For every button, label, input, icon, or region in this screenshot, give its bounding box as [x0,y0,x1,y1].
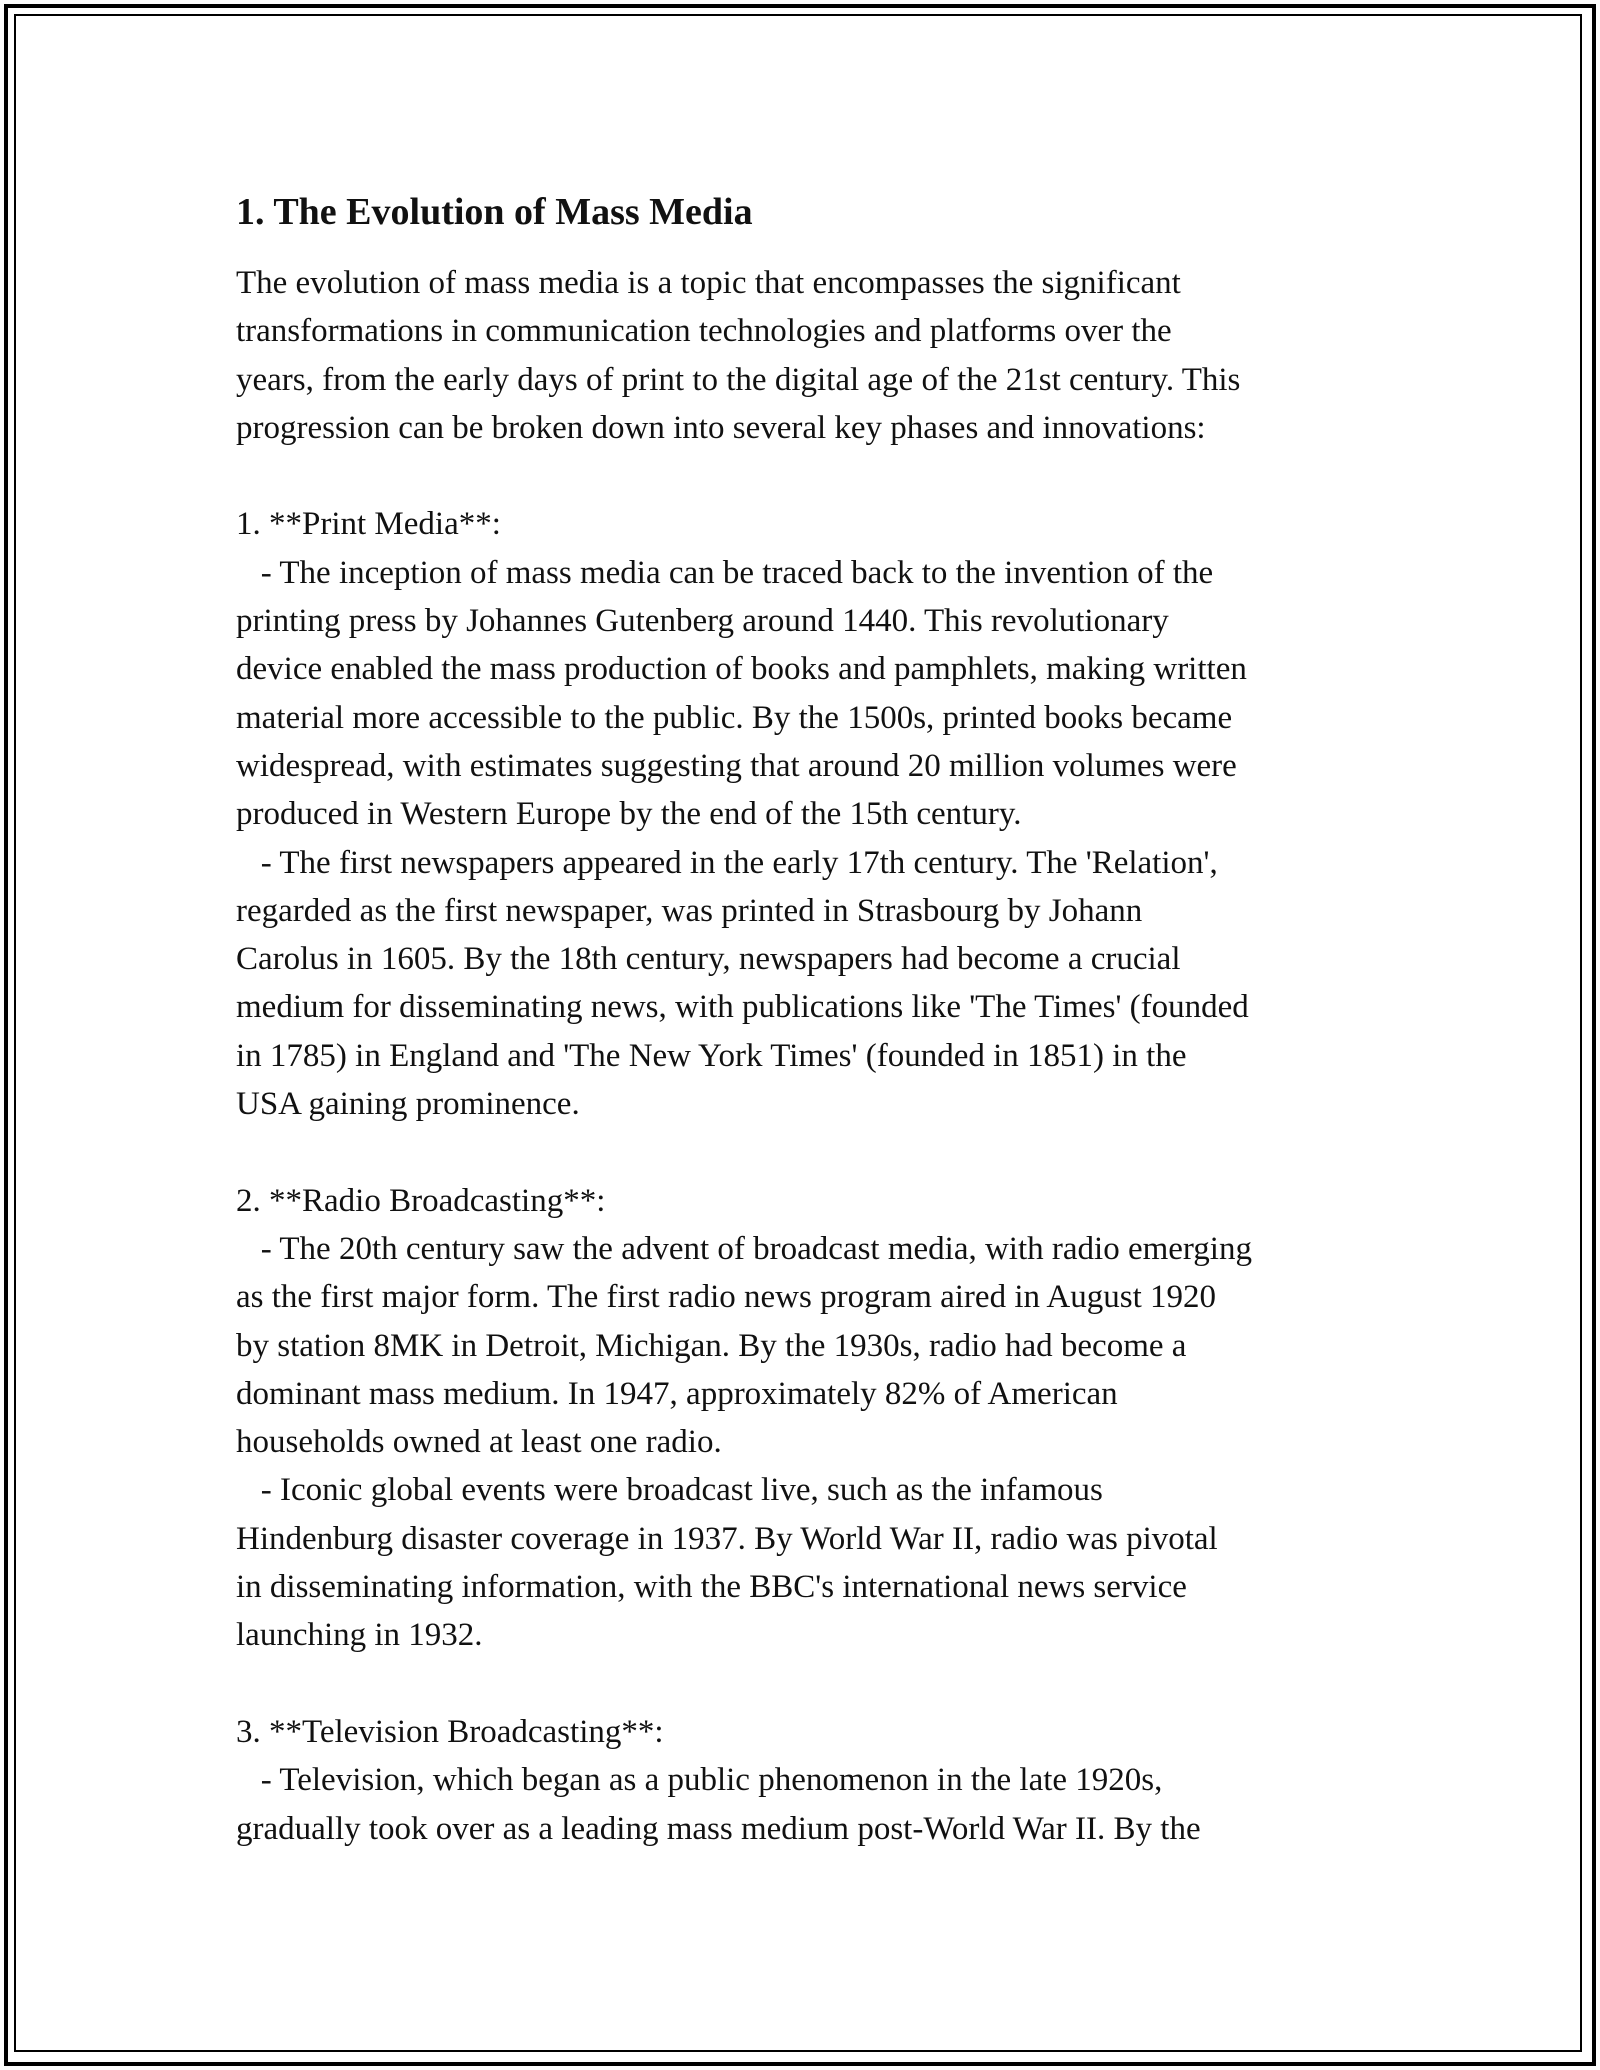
document-content [236,185,1386,1853]
document-title: 1. The Evolution of Mass Media [236,191,753,233]
document-body: The evolution of mass media is a topic that encompasses the significant transformations in communication technologies and platforms over the years, from the early days of print to the digital age of the 21st century. This progression can be broken down into several key phases and innovations: 1. **Print Media**: - The inception of mass media can be traced back to the invention of the printing press by Johannes Gutenberg around 1440. This revolutionary device enabled the mass production of books and pamphlets, making written material more accessible to the public. By the 1500s, printed books became widespread, with estimates suggesting that around 20 million volumes were produced in Western Europe by the end of the 15th century. - The first newspapers appeared in the early 17th century. The 'Relation', regarded as the first newspaper, was printed in Strasbourg by Johann Carolus in 1605. By the 18th century, newspapers had become a crucial medium for disseminating news, with publications like 'The Times' (founded in 1785) in England and 'The New York Times' (founded in 1851) in the USA gaining prominence. 2. **Radio Broadcasting**: - The 20th century saw the advent of broadcast media, with radio emerging as the first major form. The first radio news program aired in August 1920 by station 8MK in Detroit, Michigan. By the 1930s, radio had become a dominant mass medium. In 1947, approximately 82% of American households owned at least one radio. - Iconic global events were broadcast live, such as the infamous Hindenburg disaster coverage in 1937. By World War II, radio was pivotal in disseminating information, with the BBC's international news service launching in 1932. 3. **Television Broadcasting**: - Television, which began as a public phenomenon in the late 1920s, gradually took over as a leading mass medium post-World War II. By the [236,265,1252,1847]
